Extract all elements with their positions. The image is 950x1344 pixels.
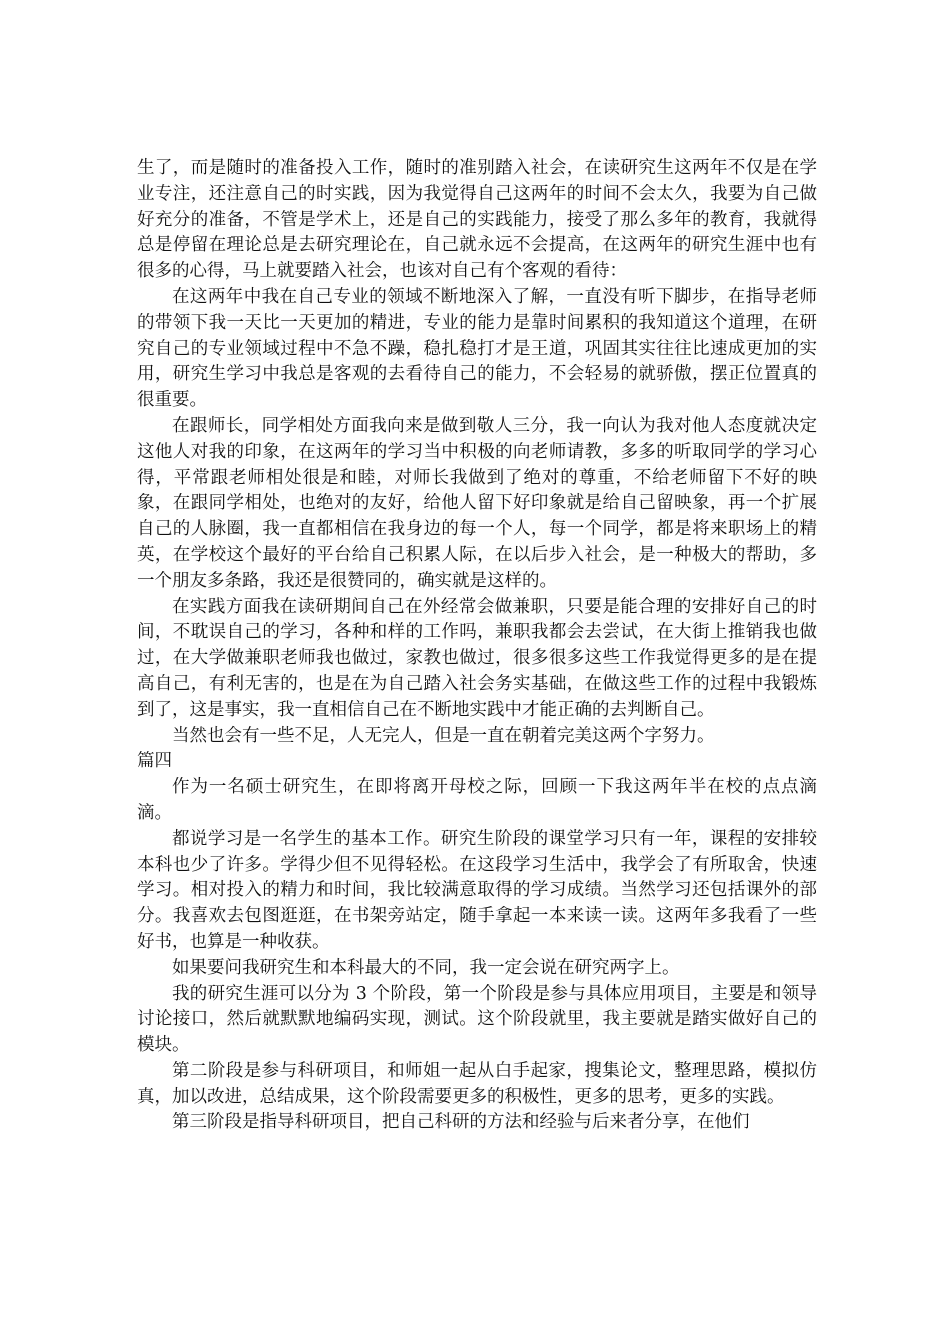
paragraph-continued: 生了，而是随时的准备投入工作，随时的准别踏入社会，在读研究生这两年不仅是在学业专注，还注意自己的时实践，因为我觉得自己这两年的时间不会太久，我要为自己做好充分的准备，不管是学术上，还是自己的实践能力，接受了那么多年的教育，我就得总是停留在理论总是去研究理论在，自己就永远不会提高，在这两年的研究生涯中也有很多的心得，马上就要踏入社会，也该对自己有个客观的看待： [137, 158, 817, 282]
section-heading: 篇四 [137, 751, 172, 772]
paragraph-shortcomings: 当然也会有一些不足，人无完人，但是一直在朝着完美这两个字努力。 [172, 725, 715, 746]
paragraph-stage-two: 第二阶段是参与科研项目，和师姐一起从白手起家，搜集论文，整理思路，模拟仿真，加以改进，总结成果，这个阶段需要更多的积极性，更多的思考，更多的实践。 [137, 1060, 817, 1107]
paragraph-relationships: 在跟师长，同学相处方面我向来是做到敬人三分，我一向认为我对他人态度就决定这他人对我的印象，在这两年的学习当中积极的向老师请教，多多的听取同学的学习心得，平常跟老师相处很是和睦，对师长我做到了绝对的尊重，不给老师留下不好的映象，在跟同学相处，也绝对的友好，给他人留下好印象就是给自己留映象，再一个扩展自己的人脉圈，我一直都相信在我身边的每一个人，每一个同学，都是将来职场上的精英，在学校这个最好的平台给自己积累人际，在以后步入社会，是一种极大的帮助，多一个朋友多条路，我还是很赞同的，确实就是这样的。 [137, 415, 817, 591]
paragraph-stage-three: 第三阶段是指导科研项目，把自己科研的方法和经验与后来者分享，在他们 [172, 1112, 750, 1133]
paragraph-professional-field: 在这两年中我在自己专业的领域不断地深入了解，一直没有听下脚步，在指导老师的带领下我一天比一天更加的精进，专业的能力是靠时间累积的我知道这个道理，在研究自己的专业领域过程中不急不躁，稳扎稳打才是王道，巩固其实往往比速成更加的实用，研究生学习中我总是客观的去看待自己的能力，不会轻易的就骄傲，摆正位置真的很重要。 [137, 286, 817, 411]
paragraph-practice: 在实践方面我在读研期间自己在外经常会做兼职，只要是能合理的安排好自己的时间，不耽误自己的学习，各种和样的工作吗，兼职我都会去尝试，在大街上推销我也做过，在大学做兼职老师我也做过，家教也做过，很多很多这些工作我觉得更多的是在提高自己，有利无害的，也是在为自己踏入社会务实基础，在做这些工作的过程中我锻炼到了，这是事实，我一直相信自己在不断地实践中才能正确的去判断自己。 [137, 596, 817, 720]
paragraph-intro: 作为一名硕士研究生，在即将离开母校之际，回顾一下我这两年半在校的点点滴滴。 [137, 777, 817, 823]
paragraph-difference: 如果要问我研究生和本科最大的不同，我一定会说在研究两字上。 [172, 957, 680, 978]
paragraph-stage-one: 我的研究生涯可以分为 3 个阶段，第一个阶段是参与具体应用项目，主要是和领导讨论接口，然后就默默地编码实现，测试。这个阶段就里，我主要就是踏实做好自己的模块。 [137, 983, 817, 1056]
document-page [137, 156, 817, 1136]
paragraph-study: 都说学习是一名学生的基本工作。研究生阶段的课堂学习只有一年，课程的安排较本科也少了许多。学得少但不见得轻松。在这段学习生活中，我学会了有所取舍，快速学习。相对投入的精力和时间，我比较满意取得的学习成绩。当然学习还包括课外的部分。我喜欢去包图逛逛，在书架旁站定，随手拿起一本来读一读。这两年多我看了一些好书，也算是一种收获。 [137, 828, 817, 952]
